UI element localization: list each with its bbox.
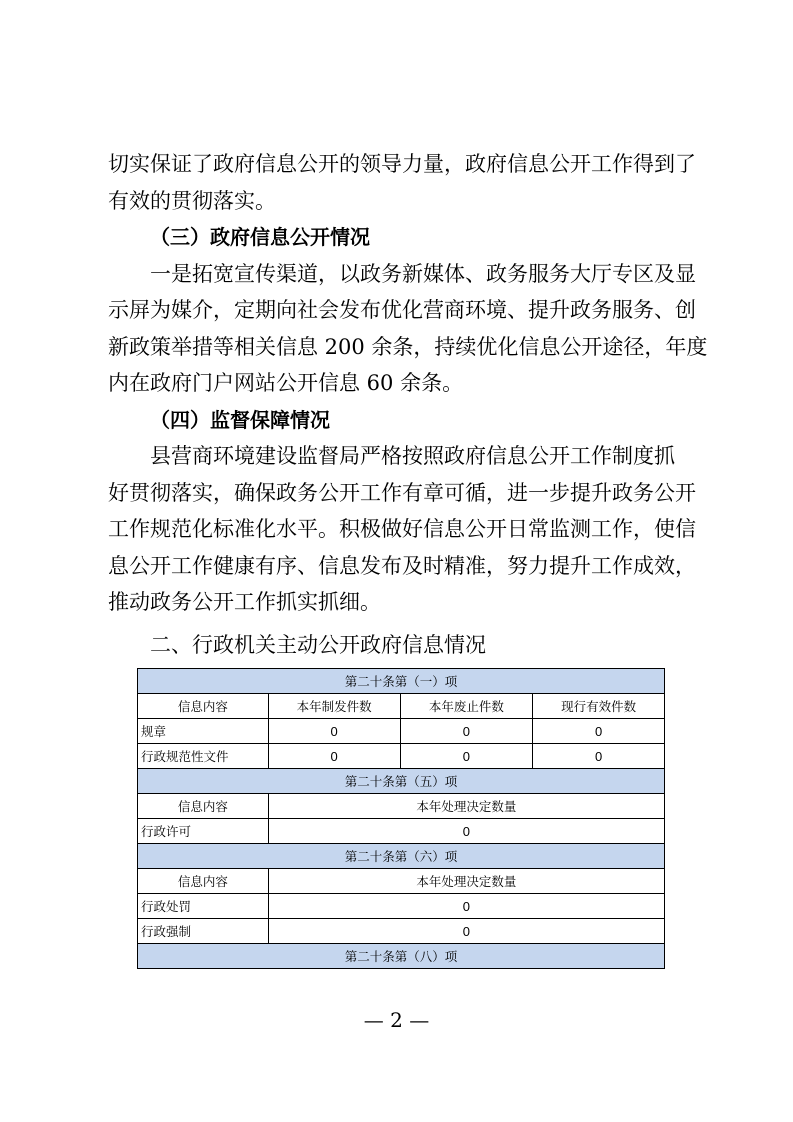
- cell-value: 0: [400, 719, 533, 744]
- band-label: 第二十条第（六）项: [138, 844, 665, 869]
- header-cell: 本年处理决定数量: [268, 794, 664, 819]
- table-row: [138, 719, 665, 744]
- header-cell: 信息内容: [138, 869, 269, 894]
- paragraph-line: 内在政府门户网站公开信息 60 余条。: [108, 371, 464, 395]
- table-header-row: [138, 694, 665, 719]
- header-cell: 现行有效件数: [533, 694, 665, 719]
- header-cell: 本年处理决定数量: [268, 869, 664, 894]
- table-band-row: [138, 844, 665, 869]
- table-header-row: [138, 794, 665, 819]
- table-band-row: [138, 769, 665, 794]
- paragraph-line: 示屏为媒介，定期向社会发布优化营商环境、提升政务服务、创: [108, 298, 696, 322]
- body-text: [108, 146, 708, 621]
- paragraph-line: 好贯彻落实，确保政务公开工作有章可循，进一步提升政务公开: [108, 480, 696, 505]
- cell-value: 0: [268, 894, 664, 919]
- paragraph-line: 推动政务公开工作抓实抓细。: [108, 590, 381, 614]
- paragraph-line: 有效的贯彻落实。: [108, 188, 276, 213]
- cell-value: 0: [268, 819, 664, 844]
- cell-value: 0: [533, 744, 665, 769]
- table-row: [138, 819, 665, 844]
- paragraph-line: 切实保证了政府信息公开的领导力量，政府信息公开工作得到了: [108, 152, 696, 176]
- table-row: [138, 919, 665, 944]
- page-number: — 2 —: [363, 1008, 430, 1032]
- row-label: 行政规范性文件: [138, 744, 269, 769]
- band-label: 第二十条第（五）项: [138, 769, 665, 794]
- row-label: 行政许可: [138, 819, 269, 844]
- info-disclosure-table: [137, 668, 665, 969]
- paragraph-line: 一是拓宽宣传渠道，以政务新媒体、政务服务大厅专区及显: [150, 261, 696, 286]
- table-band-row: [138, 669, 665, 694]
- band-label: 第二十条第（八）项: [138, 944, 665, 969]
- table-band-row: [138, 944, 665, 969]
- paragraph-line: 工作规范化标准化水平。积极做好信息公开日常监测工作，使信: [108, 517, 696, 541]
- section-heading-4: （四）监督保障情况: [150, 407, 330, 432]
- paragraph-line: 县营商环境建设监督局严格按照政府信息公开工作制度抓: [150, 444, 675, 468]
- header-cell: 信息内容: [138, 694, 269, 719]
- table-row: [138, 894, 665, 919]
- cell-value: 0: [268, 744, 400, 769]
- row-label: 行政处罚: [138, 894, 269, 919]
- cell-value: 0: [400, 744, 533, 769]
- section-heading-2: 二、行政机关主动公开政府信息情况: [150, 633, 486, 657]
- row-label: 规章: [138, 719, 269, 744]
- cell-value: 0: [533, 719, 665, 744]
- header-cell: 信息内容: [138, 794, 269, 819]
- header-cell: 本年制发件数: [268, 694, 400, 719]
- table-row: [138, 744, 665, 769]
- header-cell: 本年废止件数: [400, 694, 533, 719]
- section-heading-3: （三）政府信息公开情况: [150, 225, 370, 249]
- cell-value: 0: [268, 719, 400, 744]
- cell-value: 0: [268, 919, 664, 944]
- row-label: 行政强制: [138, 919, 269, 944]
- band-label: 第二十条第（一）项: [138, 669, 665, 694]
- paragraph-line: 新政策举措等相关信息 200 余条，持续优化信息公开途径，年度: [108, 334, 708, 359]
- table-header-row: [138, 869, 665, 894]
- paragraph-line: 息公开工作健康有序、信息发布及时精准，努力提升工作成效，: [108, 553, 696, 578]
